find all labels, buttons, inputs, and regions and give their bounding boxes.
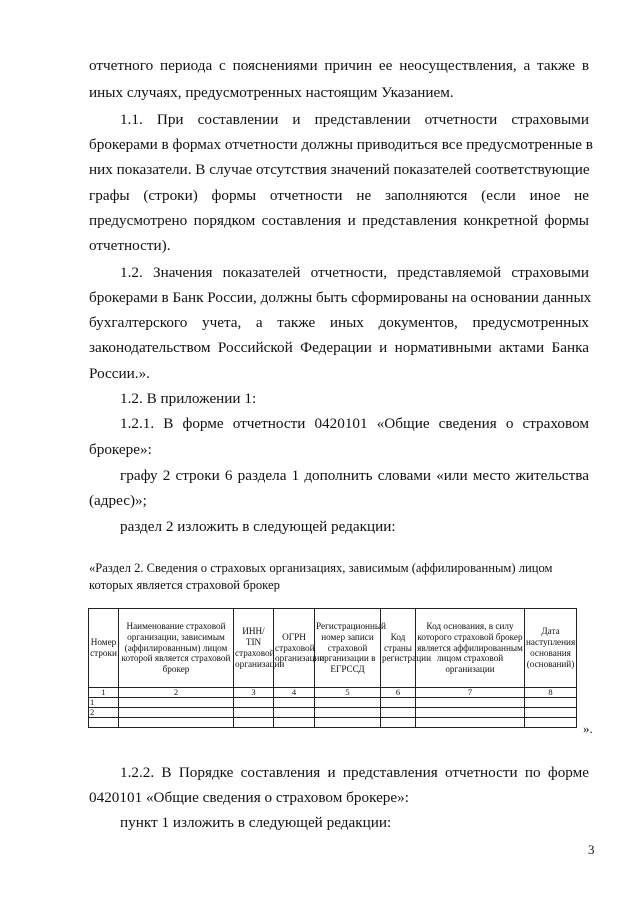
text-line: раздел 2 изложить в следующей редакции: bbox=[120, 518, 396, 535]
text-line: отчетного периода с пояснениями причин ее неосуществления, а также в bbox=[89, 57, 589, 74]
table-cell bbox=[119, 718, 234, 728]
column-header: ОГРН страховой организации bbox=[274, 609, 315, 688]
text-line: них показатели. В случае отсутствия значений показателей соответствующие bbox=[89, 161, 590, 178]
column-number: 8 bbox=[525, 688, 577, 698]
column-header: Регистрационный номер записи страховой организации в ЕГРССД bbox=[315, 609, 381, 688]
table-cell bbox=[315, 708, 381, 718]
column-number: 7 bbox=[416, 688, 525, 698]
closing-quote: ». bbox=[583, 721, 593, 736]
row-number: 2 bbox=[89, 708, 119, 718]
table-cell bbox=[119, 698, 234, 708]
text-line: бухгалтерского учета, а также иных документов, предусмотренных bbox=[89, 314, 589, 331]
table-row bbox=[89, 708, 577, 718]
column-header: Код страны регистрации bbox=[381, 609, 416, 688]
table-cell bbox=[234, 708, 274, 718]
column-number: 6 bbox=[381, 688, 416, 698]
table-cell bbox=[381, 708, 416, 718]
text-line: 1.2.2. В Порядке составления и представления отчетности по форме bbox=[120, 764, 589, 781]
text-line: России.». bbox=[89, 365, 150, 382]
column-header: Номер строки bbox=[89, 609, 119, 688]
column-header: Наименование страховой организации, зависимым (аффилированным) лицом которой является страховой брокер bbox=[119, 609, 234, 688]
table-cell bbox=[525, 708, 577, 718]
column-number: 3 bbox=[234, 688, 274, 698]
column-number: 2 bbox=[119, 688, 234, 698]
row-number bbox=[89, 718, 119, 728]
text-line: брокерами в Банк России, должны быть сформированы на основании данных bbox=[89, 289, 592, 306]
text-line: 1.1. При составлении и представлении отчетности страховыми bbox=[120, 111, 589, 128]
table-cell bbox=[315, 718, 381, 728]
table-cell bbox=[234, 718, 274, 728]
text-line: графы (строки) формы отчетности не заполняются (если иное не bbox=[89, 187, 589, 204]
table-cell bbox=[234, 698, 274, 708]
table-cell bbox=[274, 708, 315, 718]
table-cell bbox=[315, 698, 381, 708]
text-line: иных случаях, предусмотренных настоящим Указанием. bbox=[89, 84, 454, 101]
table-cell bbox=[119, 708, 234, 718]
text-line: брокере»: bbox=[89, 441, 152, 458]
text-line: законодательством Российской Федерации и нормативными актами Банка bbox=[89, 339, 589, 356]
table-cell bbox=[416, 708, 525, 718]
table-cell bbox=[525, 718, 577, 728]
section-caption: которых является страховой брокер bbox=[89, 578, 280, 592]
table-cell bbox=[381, 698, 416, 708]
column-header: Код основания, в силу которого страховой брокер является аффилированным лицом страховой организации bbox=[416, 609, 525, 688]
column-number: 5 bbox=[315, 688, 381, 698]
page-number: 3 bbox=[588, 842, 595, 857]
column-header: ИНН/ TIN страховой организации bbox=[234, 609, 274, 688]
text-line: предусмотрено порядком составления и представления конкретной формы bbox=[89, 212, 589, 229]
text-line: пункт 1 изложить в следующей редакции: bbox=[120, 814, 392, 831]
table-cell bbox=[274, 718, 315, 728]
table-cell bbox=[416, 698, 525, 708]
column-header: Дата наступления основания (оснований) bbox=[525, 609, 577, 688]
table-cell bbox=[274, 698, 315, 708]
table-row bbox=[89, 698, 577, 708]
row-number: 1 bbox=[89, 698, 119, 708]
section-caption: «Раздел 2. Сведения о страховых организациях, зависимым (аффилированным) лицом bbox=[89, 561, 553, 575]
text-line: 1.2. В приложении 1: bbox=[120, 390, 257, 407]
text-line: брокерами в формах отчетности должны приводиться все предусмотренные в bbox=[89, 136, 593, 153]
table-cell bbox=[416, 718, 525, 728]
text-line: 1.2.1. В форме отчетности 0420101 «Общие сведения о страховом bbox=[120, 415, 589, 432]
column-number: 4 bbox=[274, 688, 315, 698]
text-line: 0420101 «Общие сведения о страховом брокере»: bbox=[89, 789, 409, 806]
affiliation-table bbox=[88, 608, 577, 728]
text-line: отчетности). bbox=[89, 237, 171, 254]
text-line: 1.2. Значения показателей отчетности, представляемой страховыми bbox=[120, 264, 589, 281]
text-line: (адрес)»; bbox=[89, 492, 147, 509]
table-cell bbox=[381, 718, 416, 728]
text-line: графу 2 строки 6 раздела 1 дополнить словами «или место жительства bbox=[120, 467, 589, 484]
table-cell bbox=[525, 698, 577, 708]
column-number: 1 bbox=[89, 688, 119, 698]
table-row bbox=[89, 718, 577, 728]
